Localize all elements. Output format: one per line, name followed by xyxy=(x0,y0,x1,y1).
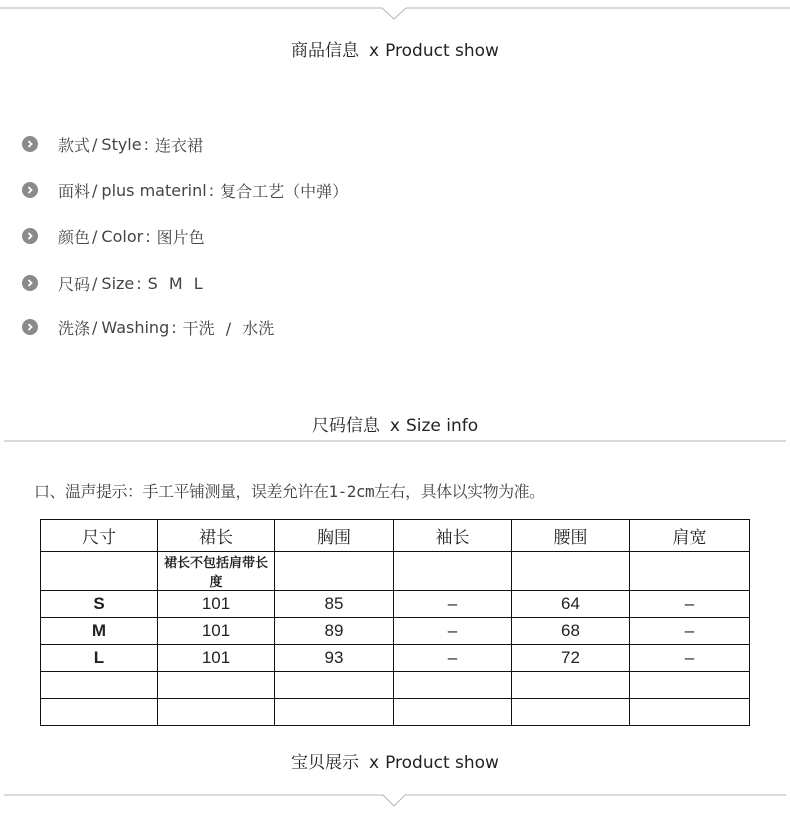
table-cell xyxy=(275,672,394,699)
product-info-title xyxy=(0,36,790,61)
chevron-right-icon xyxy=(22,136,38,152)
spec-label-cn: 洗涤 xyxy=(58,318,91,338)
spec-slash: / xyxy=(92,134,98,154)
product-show-title-cn: 宝贝展示 xyxy=(291,753,360,773)
table-cell xyxy=(394,672,512,699)
table-cell xyxy=(394,552,512,591)
product-info-title-cn: 商品信息 xyxy=(291,41,360,61)
table-row xyxy=(41,591,750,618)
table-cell xyxy=(630,672,750,699)
table-cell: – xyxy=(394,645,512,672)
size-info-title-cn: 尺码信息 xyxy=(311,416,380,436)
chevron-right-icon xyxy=(22,319,38,335)
table-cell xyxy=(41,699,158,726)
title-separator: x xyxy=(389,416,400,436)
table-row xyxy=(41,645,750,672)
spec-row-color xyxy=(22,224,205,248)
spec-label-en: Style xyxy=(101,134,142,154)
table-cell: S xyxy=(41,591,158,618)
table-cell: 85 xyxy=(275,591,394,618)
spec-colon: : xyxy=(136,273,142,293)
table-cell xyxy=(275,552,394,591)
table-row xyxy=(41,618,750,645)
table-cell: 72 xyxy=(512,645,630,672)
table-header-cell: 袖长 xyxy=(394,520,512,552)
measurement-notice: 口、温声提示：手工平铺测量，误差允许在1-2cm左右，具体以实物为准。 xyxy=(34,482,545,501)
table-cell xyxy=(41,672,158,699)
table-row xyxy=(41,672,750,699)
spec-colon: : xyxy=(145,226,151,246)
table-cell xyxy=(41,552,158,591)
table-cell: 101 xyxy=(158,645,275,672)
table-cell xyxy=(512,552,630,591)
table-cell: 93 xyxy=(275,645,394,672)
product-show-title-en: Product show xyxy=(385,753,499,773)
spec-label-en: plus materinl xyxy=(101,180,207,200)
spec-colon: : xyxy=(143,134,149,154)
spec-label-en: Size xyxy=(101,273,135,293)
table-header-cell: 裙长 xyxy=(158,520,275,552)
spec-slash: / xyxy=(92,226,98,246)
spec-slash: / xyxy=(92,317,98,337)
spec-value: 干洗 / 水洗 xyxy=(182,318,275,338)
table-cell: 68 xyxy=(512,618,630,645)
table-cell: 101 xyxy=(158,618,275,645)
spec-value: 图片色 xyxy=(156,227,205,247)
spec-colon: : xyxy=(208,180,215,200)
spec-row-material xyxy=(22,178,348,202)
spec-slash: / xyxy=(92,273,98,293)
size-info-divider xyxy=(0,440,790,454)
table-cell: – xyxy=(630,645,750,672)
table-header-cell: 胸围 xyxy=(275,520,394,552)
top-divider xyxy=(0,6,790,20)
table-cell: – xyxy=(394,618,512,645)
spec-value: 连衣裙 xyxy=(154,135,203,155)
spec-label-cn: 款式 xyxy=(58,135,91,155)
table-row xyxy=(41,699,750,726)
spec-label-en: Color xyxy=(101,226,144,246)
table-note-row xyxy=(41,552,750,591)
table-cell: – xyxy=(630,618,750,645)
size-info-title-en: Size info xyxy=(405,416,479,436)
table-cell xyxy=(630,552,750,591)
table-cell: – xyxy=(630,591,750,618)
table-cell: L xyxy=(41,645,158,672)
spec-row-washing xyxy=(22,315,274,339)
size-info-title xyxy=(0,411,790,436)
table-cell xyxy=(158,699,275,726)
product-info-title-en: Product show xyxy=(385,41,499,61)
table-cell: 64 xyxy=(512,591,630,618)
table-cell: 89 xyxy=(275,618,394,645)
spec-colon: : xyxy=(171,317,177,337)
spec-value: S M L xyxy=(147,273,203,293)
spec-row-style xyxy=(22,132,203,156)
table-cell xyxy=(158,672,275,699)
title-separator: x xyxy=(369,753,380,773)
product-show-title xyxy=(0,748,790,773)
table-cell xyxy=(512,672,630,699)
chevron-right-icon xyxy=(22,275,38,291)
spec-slash: / xyxy=(92,180,98,200)
table-cell xyxy=(394,699,512,726)
spec-label-cn: 尺码 xyxy=(58,274,91,294)
chevron-right-icon xyxy=(22,182,38,198)
table-header-cell: 肩宽 xyxy=(630,520,750,552)
spec-label-en: Washing xyxy=(101,317,170,337)
title-separator: x xyxy=(369,41,380,61)
table-header-cell: 尺寸 xyxy=(41,520,158,552)
table-cell: M xyxy=(41,618,158,645)
table-cell xyxy=(275,699,394,726)
table-cell xyxy=(512,699,630,726)
table-header-cell: 腰围 xyxy=(512,520,630,552)
bottom-divider xyxy=(0,794,790,808)
table-cell: – xyxy=(394,591,512,618)
chevron-right-icon xyxy=(22,228,38,244)
spec-label-cn: 颜色 xyxy=(58,227,91,247)
table-header-row xyxy=(41,520,750,552)
spec-row-size xyxy=(22,271,203,295)
spec-value: 复合工艺（中弹） xyxy=(220,181,349,201)
table-cell xyxy=(630,699,750,726)
table-cell: 101 xyxy=(158,591,275,618)
table-note-cell: 裙长不包括肩带长度 xyxy=(158,552,275,591)
spec-label-cn: 面料 xyxy=(58,181,91,201)
size-table xyxy=(40,519,750,726)
